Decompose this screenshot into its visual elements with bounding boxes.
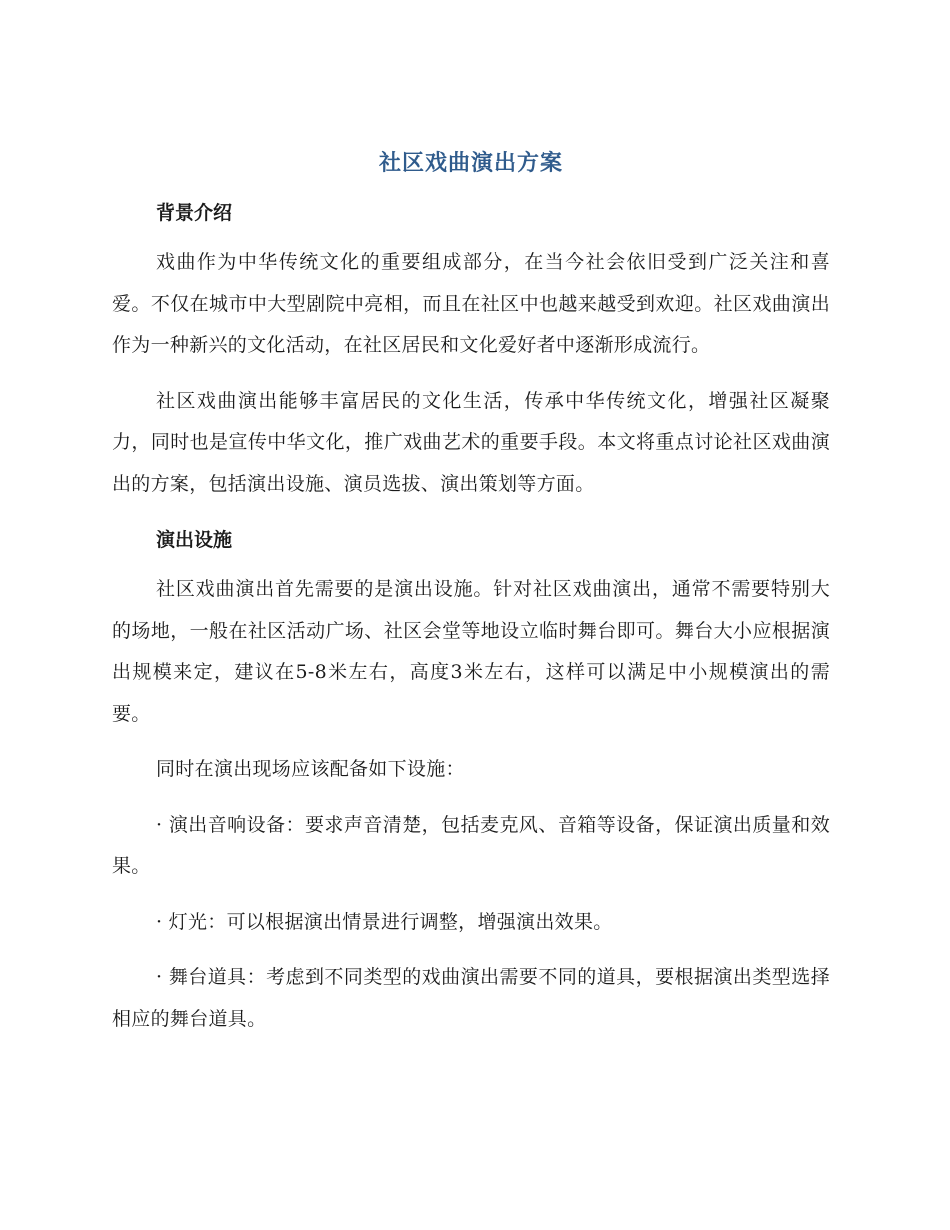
- paragraph: 戏曲作为中华传统文化的重要组成部分，在当今社会依旧受到广泛关注和喜爱。不仅在城市中大型剧院中亮相，而且在社区中也越来越受到欢迎。社区戏曲演出作为一种新兴的文化活动，在社区居民和文化爱好者中逐渐形成流行。: [112, 251, 830, 356]
- bullet-item-lighting: · 灯光：可以根据演出情景进行调整，增强演出效果。: [156, 910, 613, 933]
- paragraph: 社区戏曲演出能够丰富居民的文化生活，传承中华传统文化，增强社区凝聚力，同时也是宣传中华文化，推广戏曲艺术的重要手段。本文将重点讨论社区戏曲演出的方案，包括演出设施、演员选拔、演出策划等方面。: [112, 389, 830, 495]
- bullet-item-audio: · 演出音响设备：要求声音清楚，包括麦克风、音箱等设备，保证演出质量和效果。: [112, 813, 830, 877]
- paragraph: 社区戏曲演出首先需要的是演出设施。针对社区戏曲演出，通常不需要特别大的场地，一般在社区活动广场、社区会堂等地设立临时舞台即可。舞台大小应根据演出规模来定，建议在5-8米左右，高度3米左右，这样可以满足中小规模演出的需要。: [112, 578, 830, 725]
- section-heading-facilities: 演出设施: [156, 529, 233, 551]
- document-page: [112, 140, 830, 1054]
- bullet-item-props: · 舞台道具：考虑到不同类型的戏曲演出需要不同的道具，要根据演出类型选择相应的舞台道具。: [112, 966, 830, 1030]
- paragraph: 同时在演出现场应该配备如下设施：: [156, 758, 465, 780]
- section-heading-background: 背景介绍: [156, 202, 233, 224]
- document-title: 社区戏曲演出方案: [378, 151, 563, 176]
